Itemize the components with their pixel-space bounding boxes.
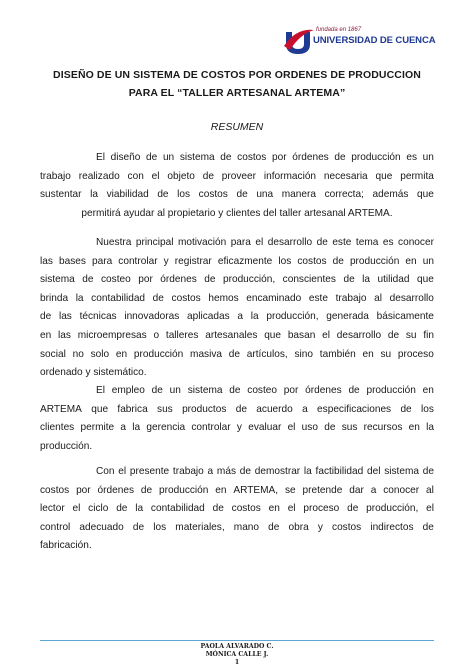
paragraph-line: El diseño de un sistema de costos por órdenes de producción es un <box>96 152 434 163</box>
paragraph-line: sustentar la viabilidad de los costos de una manera correcta; además que <box>40 189 434 201</box>
paragraph-line: de las técnicas innovadoras aplicadas a la producción, generada básicamente <box>40 311 434 323</box>
paragraph-line: ARTEMA que fabrica sus productos de acuerdo a especificaciones de los <box>40 403 434 415</box>
paragraph-line: las bases para controlar y registrar eficazmente los costos de producción en un <box>40 255 434 267</box>
university-emblem-icon <box>282 24 316 58</box>
paragraph-line: sistema de costeo por órdenes de producción, conscientes de la utilidad que <box>40 274 434 286</box>
paragraph-3 <box>40 382 434 456</box>
paragraph-line: trabajo realizado con el objeto de proveer información necesaria que permita <box>40 170 434 182</box>
paragraph-4 <box>40 463 434 556</box>
paragraph-2 <box>40 234 434 383</box>
section-heading-resumen: RESUMEN <box>210 121 264 133</box>
paragraph-line: permitirá ayudar al propietario y clientes del taller artesanal ARTEMA. <box>81 207 393 219</box>
university-logo <box>282 24 436 58</box>
paragraph-line: en las microempresas o talleres artesanales que basan el desarrollo de su fin <box>40 329 434 341</box>
logo-founded-text: fundada en 1867 <box>316 27 362 33</box>
page-footer <box>40 643 434 667</box>
paragraph-line: control adecuado de los materiales, mano de obra y costos indirectos de <box>40 521 434 533</box>
paragraph-line: producción. <box>40 440 93 452</box>
page-number: 1 <box>234 659 240 666</box>
paragraph-line: ordenado y sistemático. <box>40 367 147 379</box>
footer-author: MÓNICA CALLE J. <box>205 651 269 658</box>
paragraph-1 <box>40 149 434 223</box>
footer-divider <box>40 640 434 641</box>
paragraph-line: El empleo de un sistema de costeo por órdenes de producción en <box>96 385 434 396</box>
title-line: PARA EL “TALLER ARTESANAL ARTEMA” <box>128 87 346 99</box>
paragraph-line: Nuestra principal motivación para el desarrollo de este tema es conocer <box>96 237 434 248</box>
paragraph-line: Con el presente trabajo a más de demostrar la factibilidad del sistema de <box>96 466 434 477</box>
paragraph-line: lector el ciclo de la contabilidad de costos en el proceso de producción, el <box>40 503 434 515</box>
paragraph-line: brinda la contabilidad de costos hemos encaminado este trabajo al desarrollo <box>40 292 434 304</box>
paragraph-line: fabricación. <box>40 540 92 552</box>
document-title <box>40 66 434 102</box>
title-line: DISEÑO DE UN SISTEMA DE COSTOS POR ORDENES DE PRODUCCION <box>53 69 421 81</box>
paragraph-line: costos por órdenes de producción en ARTEMA, se pretende dar a conocer al <box>40 484 434 496</box>
footer-author: PAOLA ALVARADO C. <box>200 643 274 650</box>
logo-university-name: UNIVERSIDAD DE CUENCA <box>313 35 436 46</box>
paragraph-line: social no solo en producción masiva de artículos, sino también en su proceso <box>40 348 434 360</box>
paragraph-line: clientes permite a la gerencia controlar y evaluar el uso de sus recursos en la <box>40 422 434 434</box>
